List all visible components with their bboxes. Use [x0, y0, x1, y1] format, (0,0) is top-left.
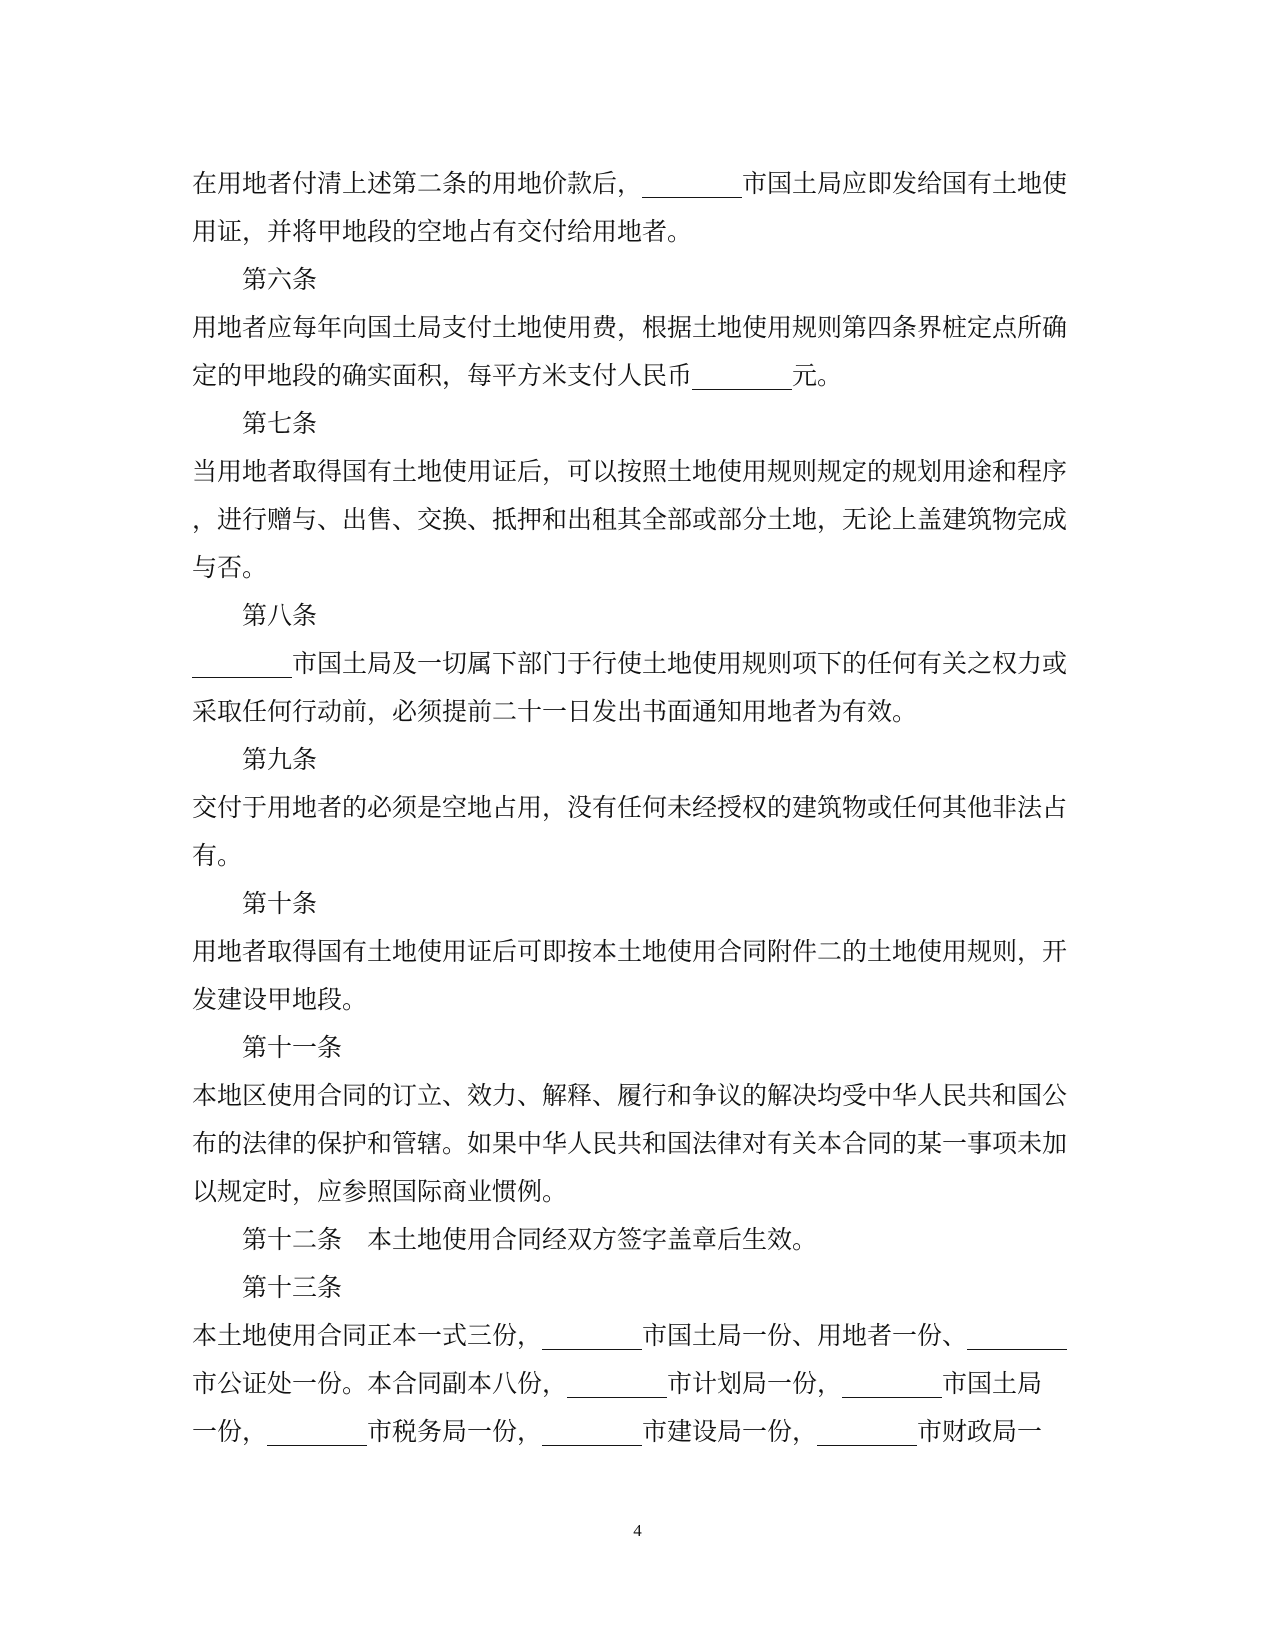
paragraph-line: 以规定时，应参照国际商业惯例。 [192, 1177, 568, 1206]
document-body [192, 160, 1084, 1456]
article-heading-12: 第十二条 本土地使用合同经双方签字盖章后生效。 [242, 1225, 818, 1254]
article-heading-8: 第八条 [242, 601, 318, 630]
paragraph-line: 市公证处一份。本合同副本八份，________市计划局一份，________市国土局 [192, 1369, 1043, 1398]
paragraph-line: 当用地者取得国有土地使用证后，可以按照土地使用规则规定的规划用途和程序 [192, 457, 1068, 486]
paragraph-line: 本地区使用合同的订立、效力、解释、履行和争议的解决均受中华人民共和国公 [192, 1081, 1068, 1110]
paragraph-line: 有。 [192, 841, 243, 870]
paragraph-line: 用证，并将甲地段的空地占有交付给用地者。 [192, 217, 693, 246]
paragraph-line: 一份，________市税务局一份，________市建设局一份，________市财政局一 [192, 1417, 1043, 1446]
paragraph-line: 用地者应每年向国土局支付土地使用费，根据土地使用规则第四条界桩定点所确 [192, 313, 1068, 342]
article-heading-13: 第十三条 [242, 1273, 343, 1302]
paragraph-line: 交付于用地者的必须是空地占用，没有任何未经授权的建筑物或任何其他非法占 [192, 793, 1068, 822]
page-number: 4 [633, 1521, 642, 1540]
paragraph-line: 用地者取得国有土地使用证后可即按本土地使用合同附件二的土地使用规则，开 [192, 937, 1068, 966]
paragraph-line: 采取任何行动前，必须提前二十一日发出书面通知用地者为有效。 [192, 697, 918, 726]
article-heading-9: 第九条 [242, 745, 318, 774]
paragraph-line: 在用地者付清上述第二条的用地价款后，________市国土局应即发给国有土地使 [192, 169, 1068, 198]
article-heading-7: 第七条 [242, 409, 318, 438]
paragraph-line: 本土地使用合同正本一式三份，________市国土局一份、用地者一份、________ [192, 1321, 1068, 1350]
paragraph-line: 发建设甲地段。 [192, 985, 368, 1014]
paragraph-line: 与否。 [192, 553, 268, 582]
paragraph-line: 定的甲地段的确实面积，每平方米支付人民币________元。 [192, 361, 843, 390]
paragraph-line: ，进行赠与、出售、交换、抵押和出租其全部或部分土地，无论上盖建筑物完成 [192, 505, 1068, 534]
article-heading-11: 第十一条 [242, 1033, 343, 1062]
paragraph-line: 布的法律的保护和管辖。如果中华人民共和国法律对有关本合同的某一事项未加 [192, 1129, 1068, 1158]
article-heading-10: 第十条 [242, 889, 318, 918]
paragraph-line: ________市国土局及一切属下部门于行使土地使用规则项下的任何有关之权力或 [192, 649, 1068, 678]
article-heading-6: 第六条 [242, 265, 318, 294]
